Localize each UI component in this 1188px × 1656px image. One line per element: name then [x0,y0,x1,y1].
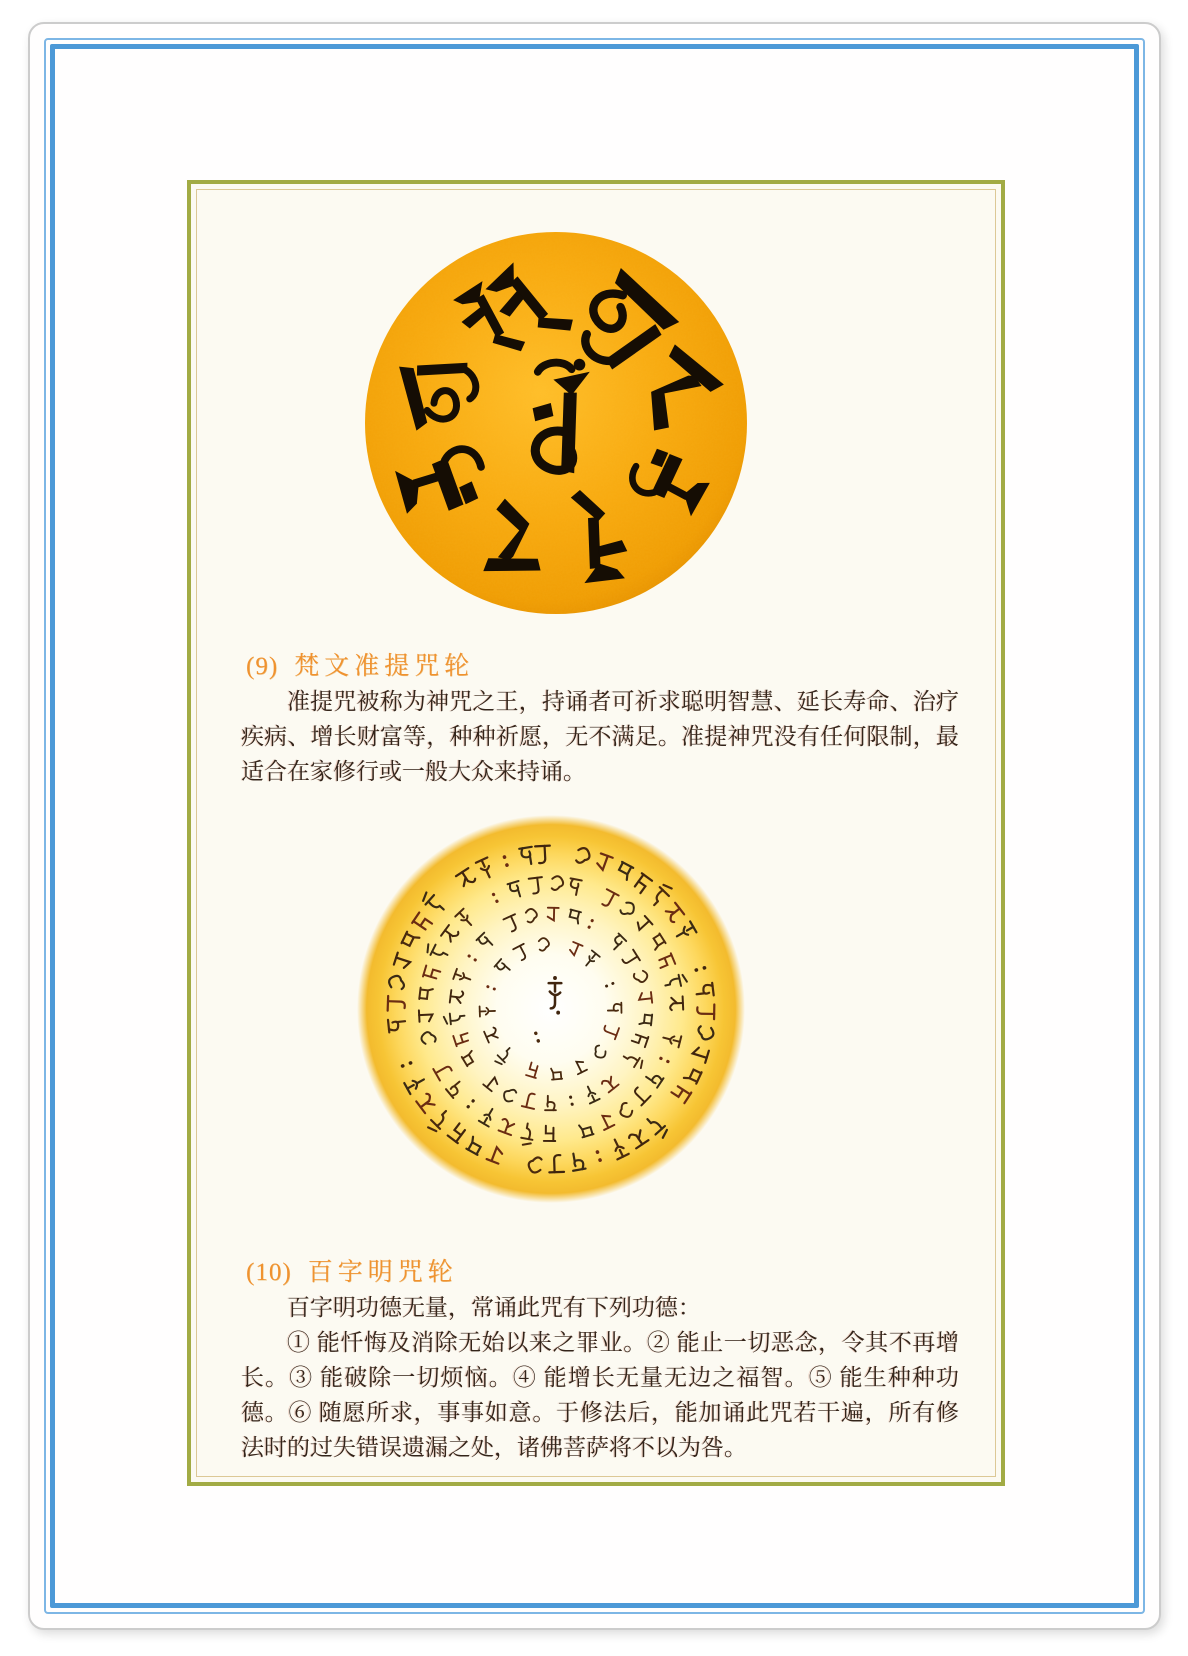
page-card [28,22,1161,1630]
cundi-mantra-wheel-image [363,230,749,616]
section-9-number: (9) [246,653,279,680]
section-10-title: 百字明咒轮 [307,1259,458,1286]
content-frame [187,180,1005,1486]
section-10-benefits-paragraph: ① 能忏悔及消除无始以来之罪业。② 能止一切恶念，令其不再增长。③ 能破除一切烦恼。④ 能增长无量无边之福智。⑤ 能生种种功德。⑥ 随愿所求，事事如意。于修法后，能加诵此咒若干遍，所有修法时的过失错误遗漏之处，诸佛菩萨将不以为咎。 [241,1330,959,1460]
section-9-paragraph: 准提咒被称为神咒之王，持诵者可祈求聪明智慧、延长寿命、治疗疾病、增长财富等，种种祈愿，无不满足。准提神咒没有任何限制，最适合在家修行或一般大众来持诵。 [241,689,959,784]
hundred-syllable-mantra-wheel-figure [355,813,747,1205]
section-9-heading [246,646,474,682]
cundi-mantra-wheel-figure [363,230,749,616]
section-10-intro-paragraph: 百字明功德无量，常诵此咒有下列功德： [287,1295,701,1320]
section-10-heading [246,1252,458,1288]
hundred-syllable-mantra-wheel-image [355,813,747,1205]
section-10-number: (10) [246,1259,292,1286]
section-9-title: 梵文准提咒轮 [294,653,475,680]
